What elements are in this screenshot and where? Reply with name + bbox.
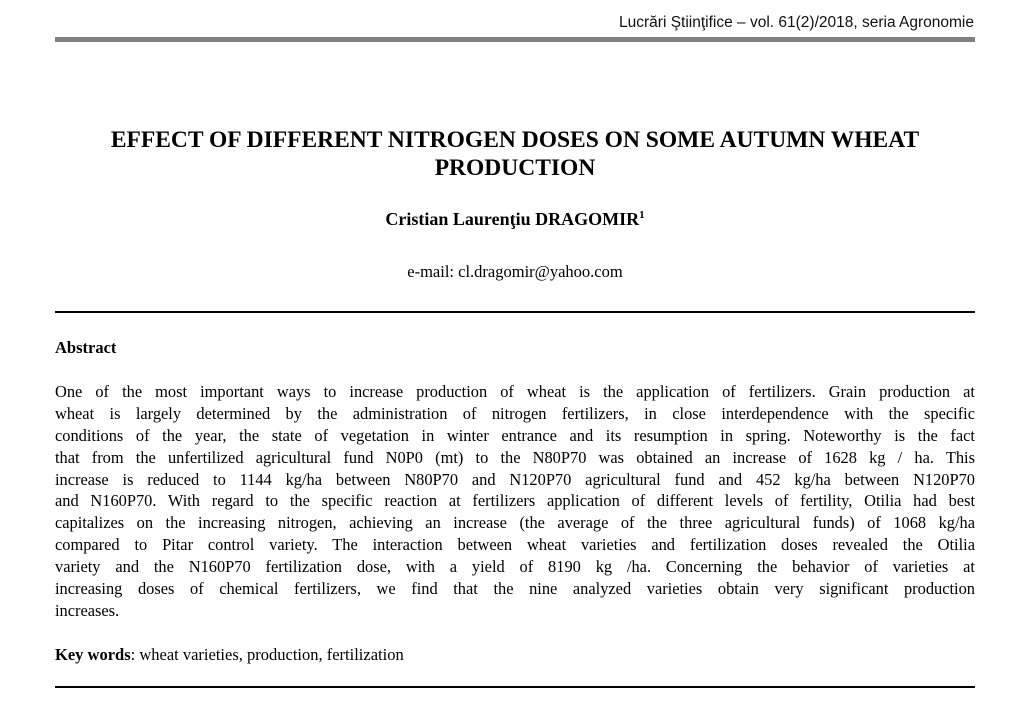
author: [55, 209, 975, 230]
abstract-line: increasing doses of chemical fertilizers, we find that the nine analyzed varieties obtain very significant production: [55, 579, 975, 599]
abstract-line: wheat is largely determined by the administration of nitrogen fertilizers, in close interdependence with the specific: [55, 403, 975, 423]
abstract-line: compared to Pitar control variety. The interaction between wheat varieties and fertilization doses revealed the Otilia: [55, 535, 975, 555]
abstract-body: [55, 381, 975, 622]
running-header: Lucrări Ştiinţifice – vol. 61(2)/2018, seria Agronomie: [619, 14, 974, 31]
abstract-line: capitalizes on the increasing nitrogen, achieving an increase (the average of the three agricultural funds) of 1068 kg/ha: [55, 513, 975, 533]
keywords-label: Key words: [55, 645, 131, 664]
paper-title: [55, 126, 975, 182]
abstract-line: One of the most important ways to increase production of wheat is the application of fertilizers. Grain production at: [55, 382, 975, 401]
abstract-bottom-rule: [55, 686, 975, 688]
abstract-line: increase is reduced to 1144 kg/ha between N80P70 and N120P70 agricultural fund and 452 kg/ha between N120P70: [55, 469, 975, 489]
author-name: Cristian Laurenţiu DRAGOMIR: [385, 209, 640, 229]
title-line: PRODUCTION: [434, 155, 596, 181]
abstract-line: and N160P70. With regard to the specific reaction at fertilizers application of different levels of fertility, Otilia had best: [55, 491, 975, 511]
header-divider: [55, 37, 975, 42]
author-email: e-mail: cl.dragomir@yahoo.com: [407, 262, 623, 281]
title-line: EFFECT OF DIFFERENT NITROGEN DOSES ON SOME AUTUMN WHEAT: [110, 127, 920, 153]
abstract-heading: Abstract: [55, 338, 117, 357]
abstract-line: conditions of the year, the state of vegetation in winter entrance and its resumption in spring. Noteworthy is the fact: [55, 425, 975, 445]
abstract-top-rule: [55, 311, 975, 313]
affiliation-mark: 1: [639, 209, 645, 221]
abstract-line: that from the unfertilized agricultural fund N0P0 (mt) to the N80P70 was obtained an increase of 1628 kg / ha. This: [55, 447, 975, 467]
keywords: [55, 645, 404, 665]
abstract-line: increases.: [55, 600, 120, 620]
abstract-line: variety and the N160P70 fertilization dose, with a yield of 8190 kg /ha. Concerning the behavior of varieties at: [55, 557, 975, 577]
keywords-text: : wheat varieties, production, fertilization: [130, 645, 404, 664]
